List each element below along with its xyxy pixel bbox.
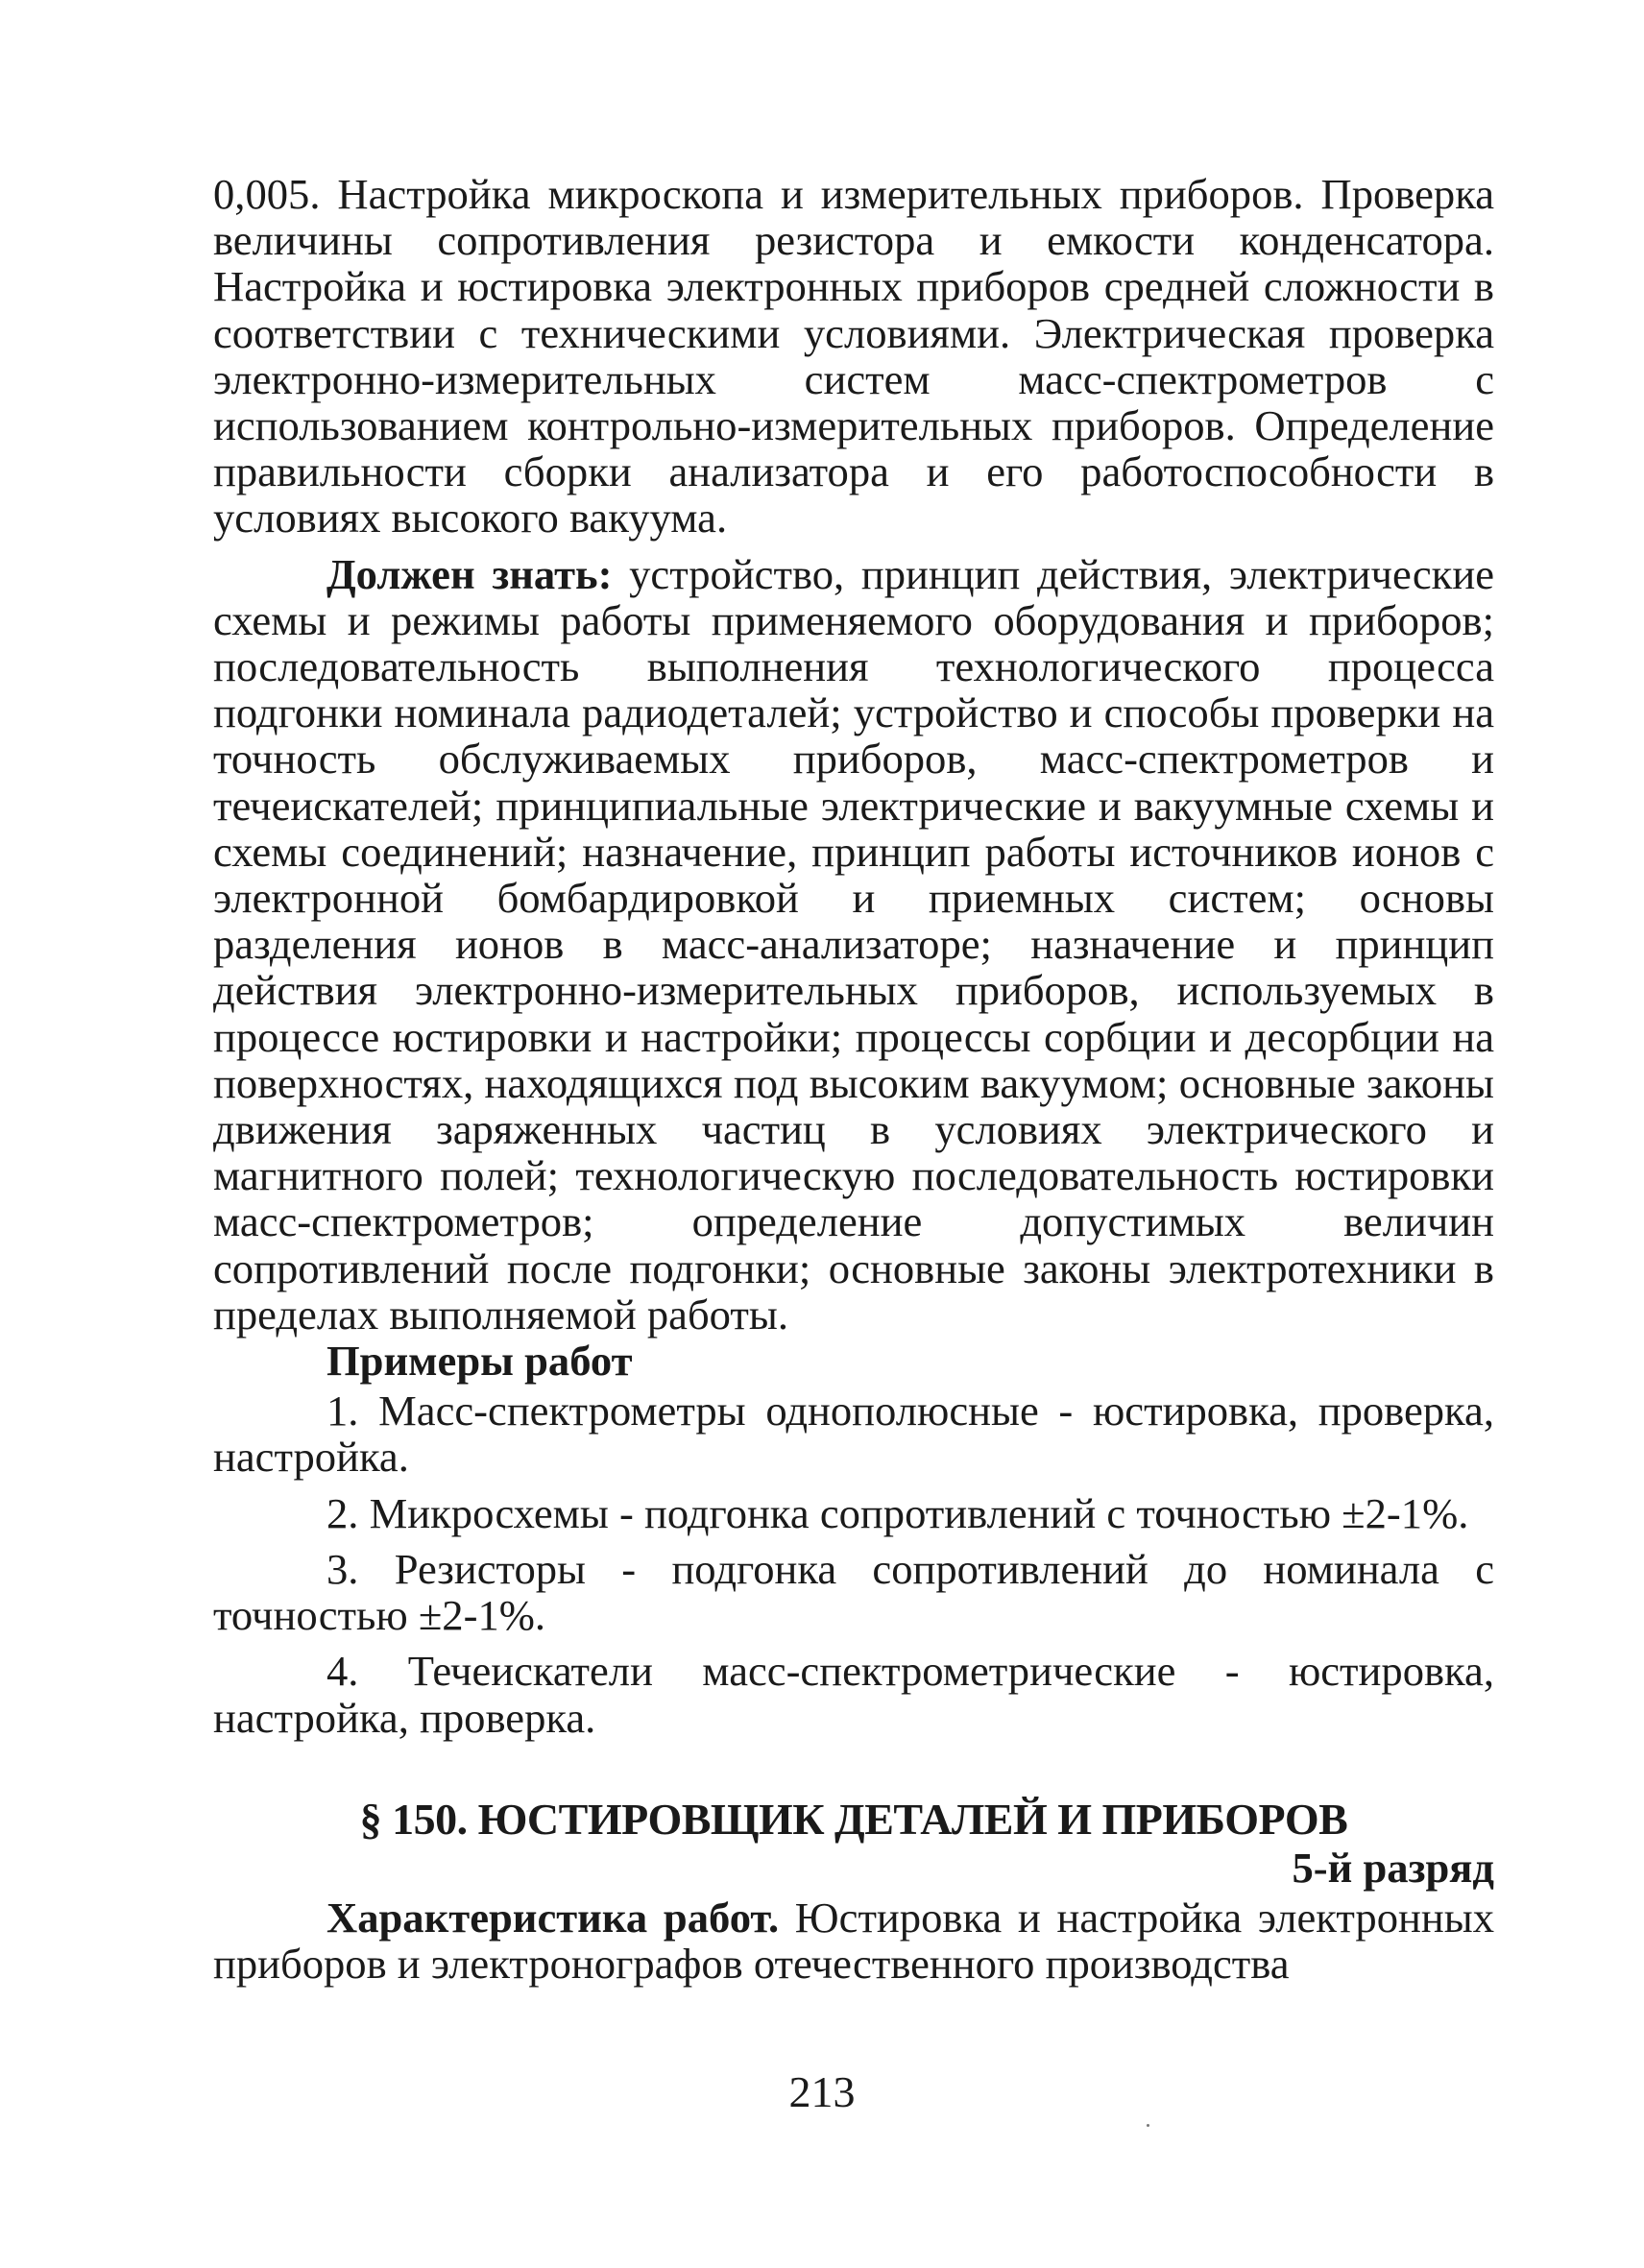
grade-label: 5-й разряд [1292, 1843, 1494, 1892]
characteristic-label: Характеристика работ. [326, 1894, 780, 1942]
scan-speck [1147, 2124, 1149, 2127]
section-heading: § 150. ЮСТИРОВЩИК ДЕТАЛЕЙ И ПРИБОРОВ [359, 1794, 1348, 1844]
must-know-text: устройство, принцип действия, электрические схемы и режимы работы применяемого оборудования и приборов; последовательность выполнения технологического процесса подгонки номинала радиодеталей; устройство и способы проверки на точность обслуживаемых приборов, масс-спектрометров и течеискателей; принципиальные электрические и вакуумные схемы и схемы соединений; назначение, принцип работы источников ионов с электронной бомбардировкой и приемных систем; основы разделения ионов в масс-анализаторе; назначение и принцип действия электронно-измерительных приборов, используемых в процессе юстировки и настройки; процессы сорбции и десорбции на поверхностях, находящихся под высоким вакуумом; основные законы движения заряженных частиц в условиях электрического и магнитного полей; технологическую последовательность юстировки масс-спектрометров; определение допустимых величин сопротивлений после подгонки; основные законы электротехники в пределах выполняемой работы. [213, 549, 1494, 1339]
page-number: 213 [788, 2067, 856, 2116]
characteristic-paragraph [213, 1894, 1494, 1987]
example-item-3: 3. Резисторы - подгонка сопротивлений до номинала с точностью ±2-1%. [213, 1544, 1494, 1640]
text-column [213, 171, 1494, 1988]
intro-paragraph: 0,005. Настройка микроскопа и измерительных приборов. Проверка величины сопротивления резистора и емкости конденсатора. Настройка и юстировка электронных приборов средней сложности в соответствии с техническими условиями. Электрическая проверка электронно-измерительных систем масс-спектрометров с использованием контрольно-измерительных приборов. Определение правильности сборки анализатора и его работоспособности в условиях высокого вакуума. [213, 170, 1494, 543]
must-know-label: Должен знать: [326, 549, 613, 598]
examples-heading: Примеры работ [326, 1337, 633, 1386]
characteristic-text: Юстировка и настройка электронных приборов и электронографов отечественного производства [213, 1894, 1494, 1989]
must-know-paragraph [213, 551, 1494, 1338]
example-item-4: 4. Течеискатели масс-спектрометрические - юстировка, настройка, проверка. [213, 1647, 1494, 1742]
example-item-1: 1. Масс-спектрометры однополюсные - юстировка, проверка, настройка. [213, 1387, 1494, 1482]
example-item-2: 2. Микросхемы - подгонка сопротивлений с точностью ±2-1%. [326, 1488, 1469, 1537]
